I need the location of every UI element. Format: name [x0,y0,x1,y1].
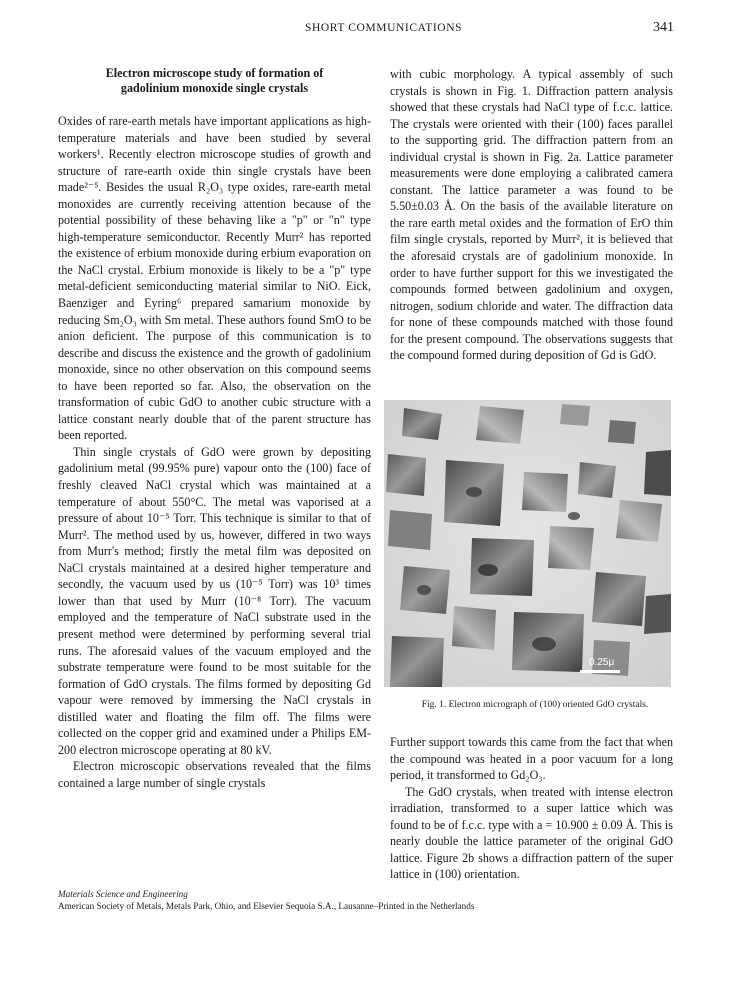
method-paragraph: Thin single crystals of GdO were grown by depositing gadolinium metal (99.95% pure) vapour onto the (100) face of freshly cleaved NaCl crystal which was maintained at a temperature of about 550°C. The metal was vaporised at a pressure of about 10⁻⁵ Torr. This technique is similar to that of Murr². The method used by us, however, differed in two ways from Murr's method; firstly the metal film was deposited on NaCl crystals maintained at a desired higher temperature and secondly, the vacuum used by us (10⁻⁵ Torr) was 10³ times lower than that used by Murr (10⁻⁸ Torr). The vacuum employed and the temperature of NaCl substrate used in the present method were determined by performing several trial runs. The aforesaid values of the vacuum employed and the substrate temperature were found to be most suitable for the formation of GdO crystals. The films formed by depositing Gd vapour were removed by immersing the NaCl crystals in distilled water and floating the film off. The films were collected on the copper grid and examined under a Philips EM-200 electron microscope operating at 80 kV. [58,444,371,757]
observation-paragraph: Electron microscopic observations revealed that the films contained a large number of single crystals [58,759,371,790]
article-title-line-2: gadolinium monoxide single crystals [120,81,309,95]
superlattice-paragraph: The GdO crystals, when treated with intense electron irradiation, transformed to a super lattice which was found to be of f.c.c. type with a = 10.900 ± 0.09 Å. This is nearly double the lattice parameter of the original GdO lattice. Figure 2b shows a diffraction pattern of the super lattice in (100) orientation. [390,784,673,882]
scale-bar-label: 0.25μ [589,657,615,668]
running-title: SHORT COMMUNICATIONS [305,22,463,34]
journal-name: Materials Science and Engineering [58,889,188,899]
page-number: 341 [653,20,674,35]
results-paragraph: with cubic morphology. A typical assembly of such crystals is shown in Fig. 1. Diffraction pattern analysis showed that these crystals had NaCl type of f.c.c. lattice. The crystals were oriented with their (100) faces parallel to the supporting grid. The diffraction pattern from an individual crystal is shown in Fig. 2a. Lattice parameter measurements were done employing a calibrated camera constant. The lattice parameter a was found to be 5.50±0.03 Å. On the basis of the available literature on the rare earth metal oxides and the formation of ErO thin film single crystals, reported by Murr², it is believed that the aforesaid crystals are of gadolinium monoxide. In order to have further support for this we investigated the compounds formed between gadolinium and oxygen, nitrogen, sodium chloride and water. The diffraction data for none of these compounds matched with those found for the present compound. The observations suggests that the compound formed during deposition of Gd is GdO. [390,67,673,363]
heating-paragraph: Further support towards this came from the fact that when the compound was heated in a poor vacuum for a long period, it transformed to Gd₂O₃. [390,735,673,783]
article-title [58,66,371,96]
publisher-line: American Society of Metals, Metals Park, Ohio, and Elsevier Sequoia S.A., Lausanne–Printed in the Netherlands [58,901,475,911]
electron-micrograph [384,400,671,687]
right-column-top [390,66,673,364]
left-column [58,66,371,791]
figure-caption: Fig. 1. Electron micrograph of (100) oriented GdO crystals. [421,700,649,710]
page-footer [58,888,678,912]
article-title-line-1: Electron microscope study of formation of [105,66,324,80]
right-column-bottom [390,734,673,883]
micrograph-image [384,400,671,687]
intro-paragraph: Oxides of rare-earth metals have important applications as high-temperature materials and have been studied by several workers¹. Recently electron microscope studies of growth and structure of rare-earth oxide thin single crystals have been made²⁻⁵. Besides the usual R₂O₃ type oxides, rare-earth metal monoxides are currently receiving attention because of the potential possibility of these behaving like a "p" or "n" type high-temperature semiconductor. Recently Murr² has reported the existence of erbium monoxide during erbium evaporation on the NaCl crystal. Erbium monoxide is likely to be a "p" type metal-deficient semiconducting material similar to NiO. Eick, Baenziger and Eyring⁶ prepared samarium monoxide by reducing Sm₂O₃ with Sm metal. These authors found SmO to be anion deficient. The purpose of this communication is to describe and discuss the existence and the growth of gadolinium monoxide, since no other observation on this compound seems to have been reported so far. Also, the observation on the transformation of cubic GdO to another cubic structure with a lattice constant nearly double that of the parent structure has been reported. [58,114,371,443]
